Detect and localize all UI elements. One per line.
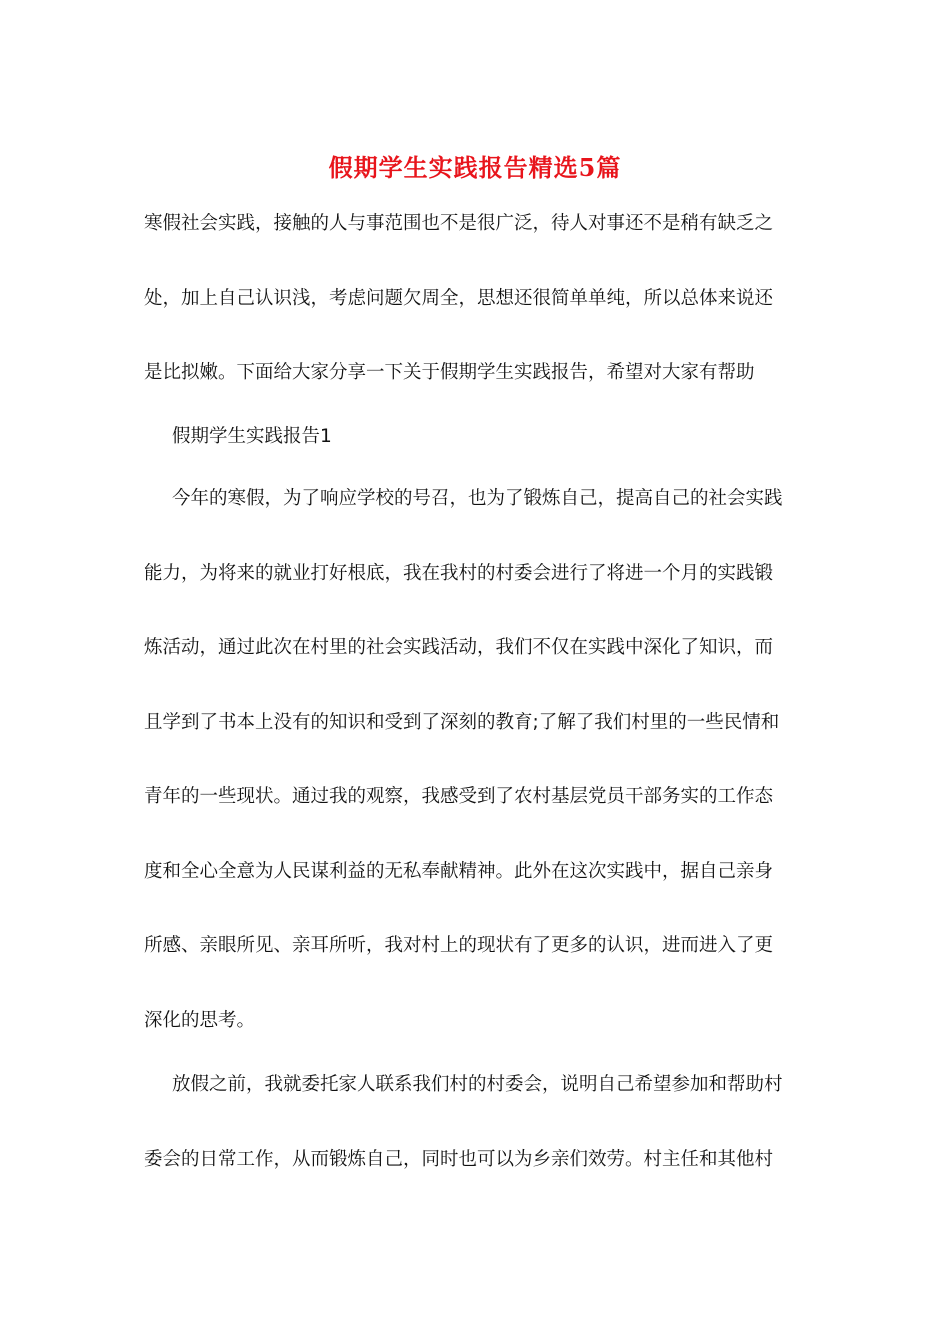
text-line-9: 青年的一些现状。通过我的观察，我感受到了农村基层党员干部务实的工作态 bbox=[144, 786, 774, 807]
section-heading: 假期学生实践报告1 bbox=[172, 426, 332, 447]
text-line-8: 且学到了书本上没有的知识和受到了深刻的教育;了解了我们村里的一些民情和 bbox=[144, 712, 780, 733]
text-line-2: 处，加上自己认识浅，考虑问题欠周全，思想还很简单单纯，所以总体来说还 bbox=[144, 288, 774, 309]
text-line-7: 炼活动，通过此次在村里的社会实践活动，我们不仅在实践中深化了知识，而 bbox=[144, 637, 774, 658]
text-line-3: 是比拟嫩。下面给大家分享一下关于假期学生实践报告，希望对大家有帮助 bbox=[144, 362, 755, 383]
text-line-12: 深化的思考。 bbox=[144, 1010, 256, 1031]
text-line-14: 委会的日常工作，从而锻炼自己，同时也可以为乡亲们效劳。村主任和其他村 bbox=[144, 1149, 774, 1170]
document-title: 假期学生实践报告精选5篇 bbox=[328, 153, 622, 182]
text-line-1: 寒假社会实践，接触的人与事范围也不是很广泛，待人对事还不是稍有缺乏之 bbox=[144, 213, 774, 234]
text-line-13: 放假之前，我就委托家人联系我们村的村委会，说明自己希望参加和帮助村 bbox=[172, 1074, 783, 1095]
text-line-11: 所感、亲眼所见、亲耳所听，我对村上的现状有了更多的认识，进而进入了更 bbox=[144, 935, 774, 956]
text-line-6: 能力，为将来的就业打好根底，我在我村的村委会进行了将进一个月的实践锻 bbox=[144, 563, 774, 584]
text-line-10: 度和全心全意为人民谋利益的无私奉献精神。此外在这次实践中，据自己亲身 bbox=[144, 861, 774, 882]
text-line-5: 今年的寒假，为了响应学校的号召，也为了锻炼自己，提高自己的社会实践 bbox=[172, 488, 783, 509]
